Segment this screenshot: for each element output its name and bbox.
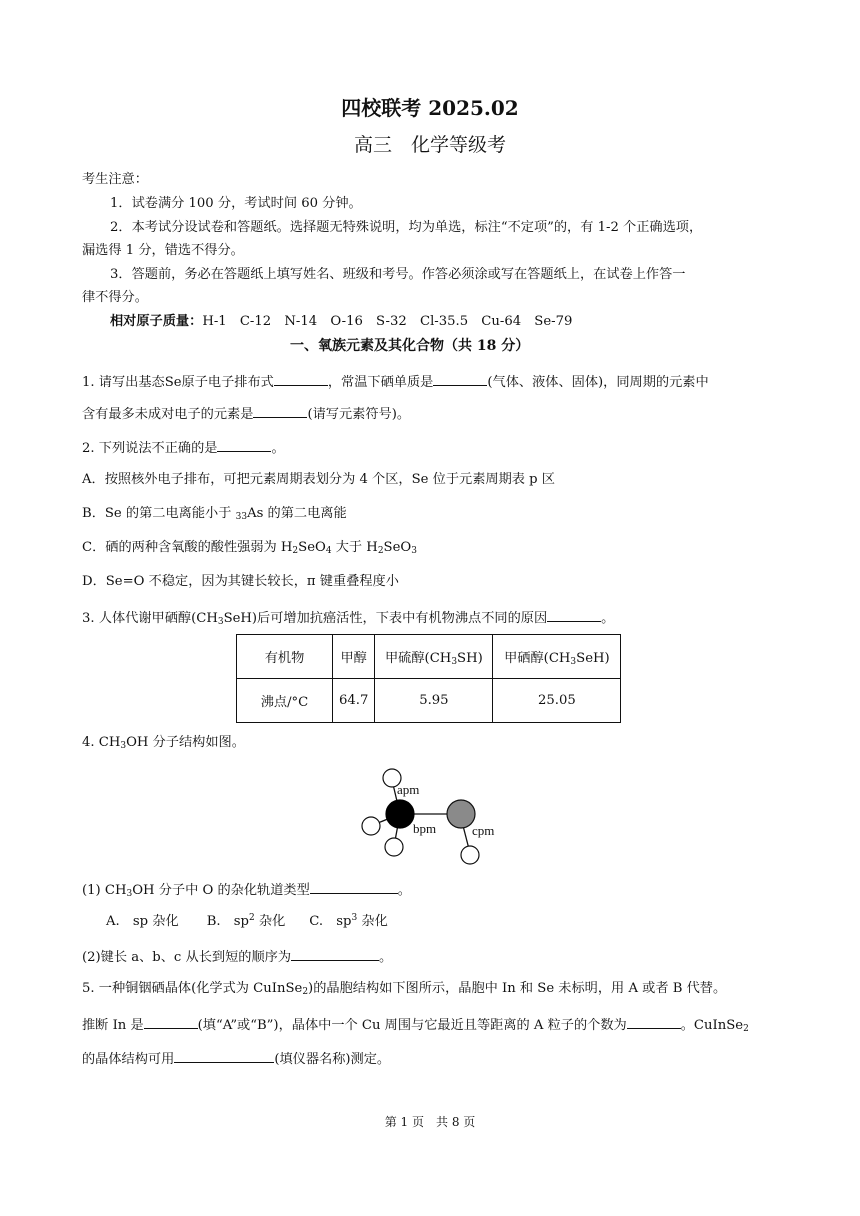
q4-1-blank[interactable] — [310, 879, 398, 894]
question-1-line-2 — [82, 403, 410, 424]
q2-c-sub-1: 2 — [292, 546, 299, 556]
q5-blank-1[interactable] — [144, 1014, 198, 1029]
notice-item-2b: 漏选得 1 分，错选不得分。 — [82, 243, 244, 258]
q4-option-c-sup: 3 — [351, 913, 358, 923]
oxygen-atom — [447, 800, 475, 828]
table-header-text: 甲硫醇(CH — [385, 651, 452, 666]
q2-b-text-1: B．Se 的第二电离能小于 — [82, 506, 236, 521]
q2-c-sub-2: 4 — [325, 546, 332, 556]
q1-blank-2[interactable] — [433, 371, 487, 386]
question-1-line-1 — [82, 371, 709, 392]
notice-heading: 考生注意： — [82, 172, 148, 187]
q2-c-text-2: SeO — [298, 540, 326, 555]
q4-option-b-sup: 2 — [248, 913, 255, 923]
q5-blank-3[interactable] — [174, 1048, 274, 1063]
q1-text-5: (请写元素符号)。 — [307, 407, 411, 422]
notice-item-3a: 3．答题前，务必在答题纸上填写姓名、班级和考号。作答必须涂或写在答题纸上，在试卷上作答一 — [110, 267, 686, 282]
table-row — [237, 679, 621, 723]
table-header-text: SH) — [457, 651, 483, 666]
q2-blank[interactable] — [217, 437, 271, 452]
question-4-part-2 — [82, 946, 392, 967]
table-cell: 5.95 — [375, 679, 493, 723]
hydrogen-atom — [362, 817, 380, 835]
q5-text-4: (填“A”或“B”)，晶体中一个 Cu 周围与它最近且等距离的 A 粒子的个数为 — [197, 1018, 627, 1033]
q3-text-1: 3. 人体代谢甲硒醇(CH — [82, 611, 218, 626]
q2-c-text-3: 大于 H — [331, 540, 378, 555]
q4-2-end: 。 — [379, 950, 393, 965]
question-4-stem — [82, 734, 245, 752]
q4-2-blank[interactable] — [291, 946, 379, 961]
question-2-stem — [82, 437, 285, 458]
atomic-mass-values: H-1 C-12 N-14 O-16 S-32 Cl-35.5 Cu-64 Se-79 — [202, 314, 573, 329]
bond-label-c: cpm — [472, 823, 495, 838]
exam-subtitle: 高三 化学等级考 — [353, 134, 506, 156]
hydrogen-atom — [461, 846, 479, 864]
q3-text-2: SeH)后可增加抗癌活性，下表中有机物沸点不同的原因 — [223, 611, 548, 626]
q4-text-2: OH 分子结构如图。 — [126, 735, 245, 750]
question-5-line-1 — [82, 980, 726, 998]
q2-option-a: A．按照核外电子排布，可把元素周期表划分为 4 个区，Se 位于元素周期表 p 区 — [82, 472, 555, 487]
q5-text-1: 5. 一种铜铟硒晶体(化学式为 CuInSe — [82, 981, 303, 996]
q5-text-2: )的晶胞结构如下图所示，晶胞中 In 和 Se 未标明，用 A 或者 B 代替。 — [308, 981, 727, 996]
q2-c-text-1: C．硒的两种含氧酸的酸性强弱为 H — [82, 540, 293, 555]
carbon-atom — [386, 800, 414, 828]
q1-text-2: ，常温下硒单质是 — [327, 375, 434, 390]
notice-item-3b: 律不得分。 — [82, 290, 148, 305]
q1-text-1: 1. 请写出基态Se原子电子排布式 — [82, 375, 274, 390]
q4-1-text-2: OH 分子中 O 的杂化轨道类型 — [132, 883, 310, 898]
bond-label-b: bpm — [413, 821, 437, 836]
page-number-footer: 第 1 页 共 8 页 — [384, 1115, 476, 1129]
question-4-options — [106, 913, 388, 931]
table-cell: 25.05 — [493, 679, 621, 723]
q4-sub: 3 — [120, 741, 127, 751]
question-5-line-2 — [82, 1014, 749, 1035]
q2-option-c — [82, 539, 417, 557]
table-cell: 64.7 — [333, 679, 375, 723]
q5-sub-2: 2 — [743, 1024, 749, 1034]
atomic-mass-line — [110, 313, 572, 331]
table-cell: 沸点/°C — [237, 679, 333, 723]
q4-option-c: C. sp — [309, 914, 352, 929]
table-header-sub: 3 — [570, 657, 577, 667]
q5-text-5: 。CuInSe — [680, 1018, 744, 1033]
q2-b-text-2: As 的第二电离能 — [247, 506, 347, 521]
question-3-stem — [82, 607, 614, 628]
q4-1-sub: 3 — [126, 889, 133, 899]
q3-end: 。 — [601, 611, 615, 626]
q4-option-b: B. sp — [206, 914, 249, 929]
q5-text-6: 的晶体结构可用 — [82, 1052, 175, 1067]
q5-blank-2[interactable] — [627, 1014, 681, 1029]
q1-text-4: 含有最多未成对电子的元素是 — [82, 407, 254, 422]
table-row — [237, 635, 621, 679]
table-header-cell: 有机物 — [237, 635, 333, 679]
table-header-text: 甲硒醇(CH — [504, 651, 571, 666]
question-5-line-3 — [82, 1048, 390, 1069]
q4-1-text-1: (1) CH — [82, 883, 127, 898]
q3-sub: 3 — [217, 617, 224, 627]
bond-label-a: apm — [397, 782, 420, 797]
q1-text-3: (气体、液体、固体)，同周期的元素中 — [487, 375, 709, 390]
question-4-part-1 — [82, 879, 411, 900]
q4-1-end: 。 — [397, 883, 411, 898]
q2-text: 2. 下列说法不正确的是 — [82, 441, 218, 456]
q2-c-sub-4: 3 — [411, 546, 417, 556]
q4-option-c-end: 杂化 — [357, 914, 388, 929]
q5-text-7: (填仪器名称)测定。 — [274, 1052, 391, 1067]
q5-text-3: 推断 In 是 — [82, 1018, 144, 1033]
q2-end: 。 — [271, 441, 285, 456]
q2-option-b — [82, 505, 347, 523]
q2-c-sub-3: 2 — [377, 546, 384, 556]
q1-blank-3[interactable] — [253, 403, 307, 418]
q4-text-1: 4. CH — [82, 735, 121, 750]
q2-option-d: D．Se=O 不稳定，因为其键长较长，π 键重叠程度小 — [82, 574, 399, 589]
table-header-cell: 甲醇 — [333, 635, 375, 679]
table-header-text: SeH) — [576, 651, 610, 666]
table-header-cell — [375, 635, 493, 679]
q4-option-a: A. sp 杂化 — [106, 914, 179, 929]
q1-blank-1[interactable] — [274, 371, 328, 386]
boiling-point-table — [236, 634, 621, 723]
notice-item-1: 1．试卷满分 100 分，考试时间 60 分钟。 — [110, 196, 362, 211]
q3-blank[interactable] — [547, 607, 601, 622]
table-header-cell — [493, 635, 621, 679]
hydrogen-atom — [385, 838, 403, 856]
methanol-structure-diagram — [350, 762, 510, 866]
table-header-sub: 3 — [451, 657, 458, 667]
q4-option-b-end: 杂化 — [254, 914, 286, 929]
q2-c-text-4: SeO — [383, 540, 412, 555]
q2-b-atomic-number: 33 — [235, 512, 248, 522]
exam-title: 四校联考 2025.02 — [341, 96, 519, 120]
q4-2-text: (2)键长 a、b、c 从长到短的顺序为 — [82, 950, 292, 965]
atomic-mass-label: 相对原子质量： — [110, 314, 203, 329]
notice-item-2a: 2．本考试分设试卷和答题纸。选择题无特殊说明，均为单选，标注“不定项”的，有 1-2 个正确选项， — [110, 220, 703, 235]
q5-sub-1: 2 — [302, 987, 309, 997]
section-1-title: 一、氧族元素及其化合物（共 18 分） — [290, 338, 530, 354]
